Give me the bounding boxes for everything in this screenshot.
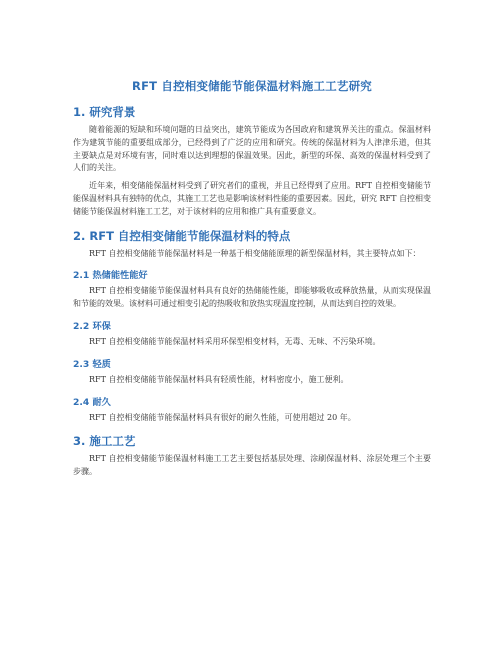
document-title: RFT 自控相变储能节能保温材料施工工艺研究 xyxy=(132,79,372,93)
paragraph: 近年来，相变储能保温材料受到了研究者们的重视，并且已经得到了应用。RFT 自控相变储能节能保温材料具有独特的优点，其施工工艺也是影响该材料性能的重要因素。因此，研究 RFT 自控相变储能节能保温材料施工工艺，对于该材料的应用和推广具有重要意义。 xyxy=(73,181,431,216)
paragraph: RFT 自控相变储能节能保温材料具有轻质性能，材料密度小，施工便利。 xyxy=(89,374,349,384)
subsection-heading-2-2: 2.2 环保 xyxy=(73,320,111,332)
subsection-heading-2-1: 2.1 热储能性能好 xyxy=(73,270,148,282)
section-heading-2: 2. RFT 自控相变储能节能保温材料的特点 xyxy=(73,228,291,243)
document-body xyxy=(73,78,431,484)
section-heading-1: 1. 研究背景 xyxy=(73,105,136,119)
paragraph: RFT 自控相变储能节能保温材料具有良好的热储能性能，即能够吸收或释放热量，从而实现保温和节能的效果。该材料可通过相变引起的热吸收和放热实现温度控制，从而达到自控的效果。 xyxy=(73,286,431,309)
section-heading-3: 3. 施工工艺 xyxy=(73,434,136,449)
subsection-heading-2-3: 2.3 轻质 xyxy=(73,358,111,370)
paragraph: RFT 自控相变储能节能保温材料是一种基于相变储能原理的新型保温材料，其主要特点如下： xyxy=(89,248,421,258)
paragraph: 随着能源的短缺和环境问题的日益突出，建筑节能成为各国政府和建筑界关注的重点。保温材料作为建筑节能的重要组成部分，已经得到了广泛的应用和研究。传统的保温材料为人津津乐道，但其主要缺点是对环境有害，同时难以达到理想的保温效果。因此，新型的环保、高效的保温材料受到了人们的关注。 xyxy=(73,125,431,173)
subsection-heading-2-4: 2.4 耐久 xyxy=(73,396,111,408)
paragraph: RFT 自控相变储能节能保温材料具有很好的耐久性能，可使用超过 20 年。 xyxy=(89,412,356,422)
paragraph: RFT 自控相变储能节能保温材料施工工艺主要包括基层处理、涂刷保温材料、涂层处理三个主要步骤。 xyxy=(73,454,431,477)
paragraph: RFT 自控相变储能节能保温材料采用环保型相变材料，无毒、无味、不污染环境。 xyxy=(89,336,381,346)
